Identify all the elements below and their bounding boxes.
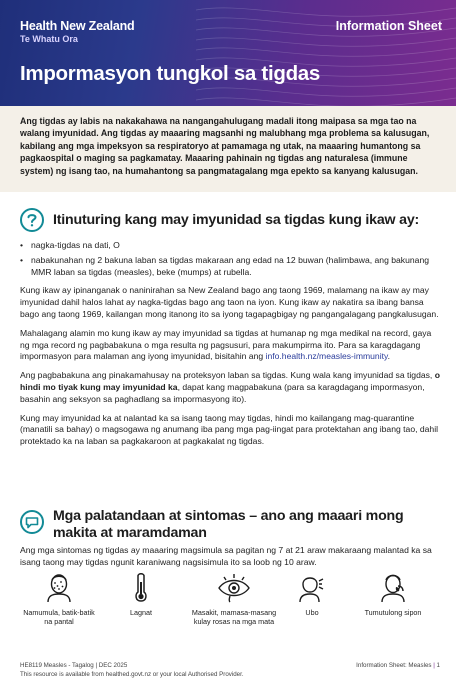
punctuation: . — [387, 351, 391, 362]
footer-right — [356, 661, 440, 670]
symptom-item — [188, 572, 280, 626]
symptom-icon-row — [20, 572, 440, 642]
brand-subtitle: Te Whatu Ora — [20, 34, 78, 44]
paragraph-text: Mahalagang alamin mo kung ikaw ay may imyunidad sa tigdas at humanap ng mga medikal na record, gaya ng mga record ng pagbabakuna o mga resulta ng pagsusuri, para makumpirma ito. Para sa karagdagang impormasyon para malaman ang iyong imyunidad, bisitahin ang — [20, 327, 432, 362]
symptoms-section-heading — [20, 508, 413, 541]
brand-logo — [20, 19, 135, 44]
page-title: Impormasyon tungkol sa tigdas — [20, 62, 320, 85]
symptoms-heading: Mga palatandaan at sintomas – ano ang maaari mong makita at maramdaman — [53, 508, 404, 541]
symptom-label: Tumutulong sipon — [364, 608, 422, 617]
symptom-label: Masakit, mamasa-masang kulay rosas na mga mata — [191, 608, 277, 626]
paragraph-text: Ang pagbabakuna ang pinakamahusay na proteksyon laban sa tigdas. Kung wala kang imyunidad sa tigdas, — [20, 370, 433, 381]
list-item: • nagka-tigdas na dati, O — [20, 240, 440, 252]
immunity-heading: Itinuturing kang may imyunidad sa tigdas kung ikaw ay: — [53, 212, 420, 228]
symptom-label: Lagnat — [130, 608, 152, 617]
symptom-item — [346, 572, 440, 617]
wave-pattern-decoration — [196, 0, 456, 106]
symptoms-intro-text: Ang mga sintomas ng tigdas ay maaaring magsimula sa pagitan ng 7 at 21 araw makaraang malantad ka sa isang taong may tigdas ngunit karaniwang nagsisimula ito sa loob ng 10 araw. — [20, 545, 432, 567]
emphasis-text: o hindi mo tiyak kung may imyunidad ka — [20, 370, 440, 392]
rash-face-icon — [42, 572, 76, 604]
paragraph-text: , dapat kang magpabakuna (para sa karagdagang impormasyon, basahin ang seksyon sa paghadlang sa impormasyong ito). — [20, 381, 425, 404]
sore-eye-icon — [216, 572, 252, 604]
immunity-paragraph-3 — [20, 370, 440, 405]
chat-bubble-icon — [20, 510, 44, 534]
immunity-paragraph-4: Kung may imyunidad ka at nalantad ka sa isang taong may tigdas, hindi mo kailangang mag-quarantine (manatili sa bahay) o magsogawa ng anumang iba pang mga pag-iingat para protektahan ang ibang tao, dahil protektado ka na laban sa pagkakaroon at pagkakalat ng tigdas. — [20, 412, 439, 447]
footer — [20, 661, 440, 679]
symptom-item — [288, 572, 336, 617]
symptom-label: Ubo — [305, 608, 319, 617]
immunity-section-heading — [20, 208, 419, 232]
page-number: 1 — [436, 662, 440, 669]
list-item: • nabakunahan ng 2 bakuna laban sa tigdas makaraan ang edad na 12 buwan (halimbawa, ang bakunang MMR laban sa tigdas (measles), beke (mumps) at rubella. — [20, 255, 440, 279]
symptom-label: Namumula, batik-batik na pantal — [23, 608, 95, 626]
cough-icon — [295, 572, 329, 604]
immunity-paragraph-1: Kung ikaw ay ipinanganak o naninirahan sa New Zealand bago ang taong 1969, malamang na ikaw ay may imyunidad dahil halos lahat ay nagka-tigdas bago ang taon na iyon. Kung ikaw ay nakatira sa ibang bansa bago ang taong 1969, kailangan mong itanong ito sa iyong tagapagbigay ng pangangalagang pangkalusugan. — [20, 285, 439, 319]
footer-code: HE8119 Measles - Tagalog | DEC 2025 — [20, 662, 128, 669]
sheet-type-label: Information Sheet — [335, 19, 442, 33]
footer-divider: | — [433, 662, 437, 669]
symptom-item — [112, 572, 170, 617]
symptom-item — [20, 572, 98, 626]
immunity-paragraph-2 — [20, 328, 440, 363]
immunity-info-link[interactable]: info.health.nz/measles-immunity — [265, 351, 388, 362]
symptoms-intro — [20, 545, 440, 569]
footer-sheet-label: Information Sheet: Measles — [356, 662, 432, 669]
thermometer-icon — [131, 572, 151, 604]
footer-availability: This resource is available from healthed.govt.nz or your local Authorised Provider. — [20, 671, 244, 678]
brand-name: Health New Zealand — [20, 19, 135, 33]
intro-text: Ang tigdas ay labis na nakakahawa na nangangahulugang madali itong maipasa sa mga tao na walang imyunidad. Ang tigdas ay maaaring magsanhi ng malubhang mga problema sa kalusugan, kabilang ang mga impeksyon sa respiratoryo at pamamaga ng utak, na maaaring humantong sa pagkaospital o maging sa pagkamatay. Maaaring pahinain ng tigdas ang naturalesa (immune system) ng isang tao, na humahantong sa pangmatagalang mga epekto sa kanyang kalusugan. — [20, 116, 430, 176]
immunity-bullet-list — [20, 240, 440, 278]
runny-nose-icon — [376, 572, 410, 604]
question-icon — [20, 208, 44, 232]
immunity-body — [20, 240, 440, 448]
intro-box — [0, 106, 456, 192]
header-banner — [0, 0, 456, 106]
